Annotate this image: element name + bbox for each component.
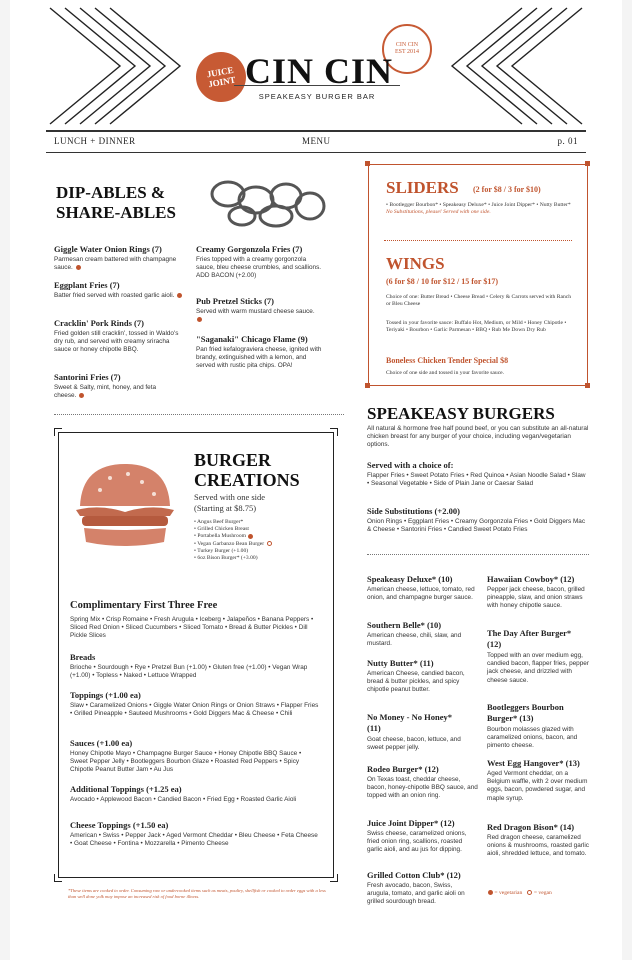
juice-joint-seal: JUICE JOINT bbox=[192, 48, 250, 106]
burger-name: Bootleggers Bourbon Burger* (13) bbox=[487, 702, 564, 723]
side-choice-desc: Flapper Fries • Sweet Potato Fries • Red Quinoa • Asian Noodle Salad • Slaw • Seasonal Vegetable • Side of Plain Jane or Caesar Salad bbox=[367, 472, 586, 488]
dip-item-name: "Saganaki" Chicago Flame (9) bbox=[196, 334, 308, 344]
tender-special-title: Boneless Chicken Tender Special $8 bbox=[386, 356, 509, 365]
burger-desc: Pepper jack cheese, bacon, grilled pineapple, slaw, and onion straws with honey chipotle sauce. bbox=[487, 586, 585, 610]
side-subs-title: Side Substitutions (+2.00) bbox=[367, 506, 460, 516]
vegetarian-icon bbox=[76, 265, 81, 270]
burger-desc: Fresh avocado, bacon, Swiss, arugula, tomato, and garlic aioli on grilled sourdough bread. bbox=[367, 882, 465, 906]
vegetarian-icon bbox=[79, 393, 84, 398]
vegetarian-icon bbox=[488, 890, 493, 895]
menubar bbox=[54, 136, 578, 148]
dip-item-name: Cracklin' Pork Rinds (7) bbox=[54, 318, 144, 328]
burger-name: Speakeasy Deluxe* (10) bbox=[367, 574, 453, 584]
burger-desc: American cheese, lettuce, tomato, red onion, and champagne burger sauce. bbox=[367, 586, 475, 602]
sliders-price: (2 for $8 / 3 for $10) bbox=[473, 185, 541, 194]
creations-section-desc: Honey Chipotle Mayo • Champagne Burger Sauce • Honey Chipotle BBQ Sauce • Sweet Pepper Jelly • Bootleggers Bourbon Glaze • Roasted Red Peppers • Spicy Chipotle Peanut Butter Jam • Au Jus bbox=[70, 750, 302, 774]
dip-title-line1: DIP-ABLES & bbox=[56, 183, 166, 202]
box-corner bbox=[365, 383, 370, 388]
creations-section-title: Additional Toppings (+1.25 ea) bbox=[70, 784, 182, 794]
burger-desc: Aged Vermont cheddar, on a Belgium waffle, with 2 over medium eggs, bacon, powdered sugar, and maple syrup. bbox=[487, 770, 588, 802]
menu-page bbox=[10, 0, 622, 960]
creations-section-desc: Slaw • Caramelized Onions • Giggle Water Onion Rings or Onion Straws • Flapper Fries • Grilled Pineapple • Sauteed Mushrooms • Gold Diggers Mac & Cheese • Chili bbox=[70, 702, 319, 718]
creations-section-desc: Brioche • Sourdough • Rye • Pretzel Bun (+1.00) • Gluten free (+1.00) • Vegan Wrap (+1.00) • Topless • Naked • Lettuce Wrapped bbox=[70, 664, 308, 680]
vegetarian-icon bbox=[248, 534, 253, 539]
box-divider bbox=[384, 240, 572, 241]
wings-price: (6 for $8 / 10 for $12 / 15 for $17) bbox=[386, 277, 498, 286]
creations-title-line2: CREATIONS bbox=[194, 470, 300, 490]
menubar-bottom-rule bbox=[46, 152, 586, 153]
dip-item-name: Pub Pretzel Sticks (7) bbox=[196, 296, 274, 306]
dip-item-desc: Sweet & Salty, mint, honey, and feta cheese. bbox=[54, 384, 157, 400]
burger-desc: On Texas toast, cheddar cheese, bacon, honey-chipotle BBQ sauce, and topped with an onion ring. bbox=[367, 776, 478, 800]
creations-section-desc: Spring Mix • Crisp Romaine • Fresh Arugula • Iceberg • Jalapeños • Banana Peppers • Sliced Red Onion • Sliced Cucumbers • Sliced Tomato • Bread & Butter Pickles • Dill Pickle Slices bbox=[70, 616, 314, 640]
wings-sauce-choice: Tossed in your favorite sauce: Buffalo Hot, Medium, or Mild • Honey Chipotle • Teriyaki • Bourbon • Garlic Parmesan • BBQ • Rub Me Down Dry Rub bbox=[386, 320, 567, 334]
vegan-icon bbox=[527, 890, 532, 895]
burger-name: The Day After Burger* (12) bbox=[487, 628, 572, 649]
creations-section-title: Toppings (+1.00 ea) bbox=[70, 690, 141, 700]
brand-tagline: SPEAKEASY BURGER BAR bbox=[258, 92, 376, 101]
burger-desc: Goat cheese, bacon, lettuce, and sweet pepper jelly. bbox=[367, 736, 461, 752]
dip-item-name: Eggplant Fries (7) bbox=[54, 280, 120, 290]
burger-desc: Swiss cheese, caramelized onions, fried onion ring, scallions, roasted garlic aioli, and au jus for dipping. bbox=[367, 830, 467, 854]
creations-start-price: (Starting at $8.75) bbox=[194, 503, 257, 513]
creations-section-title: Breads bbox=[70, 652, 96, 662]
brand-name: CIN CIN bbox=[244, 51, 393, 91]
box-corner bbox=[365, 161, 370, 166]
creations-section-title: Sauces (+1.00 ea) bbox=[70, 738, 133, 748]
burger-name: Southern Belle* (10) bbox=[367, 620, 442, 630]
sliders-title: SLIDERS bbox=[386, 178, 459, 197]
box-corner bbox=[585, 383, 590, 388]
creations-section-desc: American • Swiss • Pepper Jack • Aged Vermont Cheddar • Bleu Cheese • Feta Cheese • Goat Cheese • Fontina • Mozzarella • Pimento Cheese bbox=[70, 832, 318, 848]
menubar-left: LUNCH + DINNER bbox=[54, 136, 136, 146]
tender-special-desc: Choice of one side and tossed in your favorite sauce. bbox=[386, 370, 505, 376]
dip-item-desc: Fried golden still cracklin', tossed in Waldo's dry rub, and served with creamy sriracha sauce or honey chipotle BBQ. bbox=[54, 330, 179, 354]
creations-subtitle: Served with one side bbox=[194, 492, 266, 502]
section-divider bbox=[367, 554, 589, 555]
side-subs-desc: Onion Rings • Eggplant Fries • Creamy Gorgonzola Fries • Gold Diggers Mac & Cheese • Santorini Fries • Candied Sweet Potato Fries bbox=[367, 518, 586, 534]
dip-item-desc: Fries topped with a creamy gorgonzola sauce, bleu cheese crumbles, and scallions. ADD BACON (+2.00) bbox=[196, 256, 322, 280]
dip-item-name: Giggle Water Onion Rings (7) bbox=[54, 244, 162, 254]
section-divider bbox=[54, 414, 344, 415]
creations-protein-list: • Angus Beef Burger* • Grilled Chicken Breast • Portabella Mushroom • Vegan Garbanzo Bean Burger • Turkey Burger (+1.00) • 6oz Bison Burger* (+3.00) bbox=[194, 519, 324, 562]
box-corner bbox=[330, 428, 338, 436]
burger-illustration bbox=[70, 458, 180, 552]
speakeasy-intro: All natural & hormone free half pound beef, or you can substitute an all-natural chicken breast for any burger of your choice, including vegan/vegetarian options. bbox=[367, 425, 589, 449]
dip-item-desc: Batter fried served with roasted garlic aioli. bbox=[54, 292, 184, 300]
cin-cin-seal: CIN CIN EST 2014 bbox=[382, 24, 432, 74]
box-corner bbox=[54, 428, 62, 436]
side-choice-title: Served with a choice of: bbox=[367, 460, 454, 470]
creations-section-desc: Avocado • Applewood Bacon • Candied Bacon • Fried Egg • Roasted Garlic Aioli bbox=[70, 796, 297, 803]
menubar-top-rule bbox=[46, 130, 586, 132]
vegan-icon bbox=[267, 541, 272, 546]
dip-item-desc: Pan fried kefalograviera cheese, ignited with brandy, extinguished with a lemon, and served with rustic pita chips. OPA! bbox=[196, 346, 322, 370]
box-corner bbox=[54, 874, 62, 882]
burger-name: Red Dragon Bison* (14) bbox=[487, 822, 575, 832]
burger-desc: Red dragon cheese, caramelized onions & mushrooms, roasted garlic aioli, shredded lettuce, and tomato. bbox=[487, 834, 589, 858]
dip-title-line2: SHARE-ABLES bbox=[56, 203, 176, 222]
burger-name: Hawaiian Cowboy* (12) bbox=[487, 574, 575, 584]
dip-item-name: Creamy Gorgonzola Fries (7) bbox=[196, 244, 303, 254]
burger-name: Nutty Butter* (11) bbox=[367, 658, 434, 668]
wings-side-choice: Choice of one: Butter Bread • Cheese Bread • Celery & Carrots served with Ranch or Bleu Cheese bbox=[386, 294, 572, 308]
burger-name: Juice Joint Dipper* (12) bbox=[367, 818, 455, 828]
box-corner bbox=[330, 874, 338, 882]
dip-item-name: Santorini Fries (7) bbox=[54, 372, 121, 382]
creations-section-title: Complimentary First Three Free bbox=[70, 600, 218, 611]
speakeasy-title: SPEAKEASY BURGERS bbox=[367, 404, 555, 423]
dip-item-desc: Served with warm mustard cheese sauce. bbox=[196, 308, 316, 324]
vegetarian-icon bbox=[197, 317, 202, 322]
brand-underline bbox=[234, 85, 400, 86]
diet-legend: = vegetarian = vegan bbox=[487, 890, 597, 897]
sliders-desc: • Bootlegger Bourbon* • Speakeasy Deluxe* • Juice Joint Dipper* • Nutty Butter* No Substitutions, please! Served with one side. bbox=[386, 202, 571, 216]
creations-title-line1: BURGER bbox=[194, 450, 272, 470]
creations-section-title: Cheese Toppings (+1.50 ea) bbox=[70, 820, 169, 830]
burger-name: West Egg Hangover* (13) bbox=[487, 758, 580, 768]
wings-title: WINGS bbox=[386, 254, 445, 273]
burger-name: Grilled Cotton Club* (12) bbox=[367, 870, 461, 880]
vegetarian-icon bbox=[177, 293, 182, 298]
dip-item-desc: Parmesan cream battered with champagne sauce. bbox=[54, 256, 177, 272]
menubar-right: p. 01 bbox=[557, 136, 578, 146]
burger-name: Rodeo Burger* (12) bbox=[367, 764, 439, 774]
burger-name: No Money - No Honey* (11) bbox=[367, 712, 452, 733]
menubar-center: MENU bbox=[302, 136, 331, 146]
onion-rings-illustration bbox=[206, 176, 330, 230]
box-corner bbox=[585, 161, 590, 166]
burger-desc: Topped with an over medium egg, candied bacon, flapper fries, pepper jack cheese, and drizzled with cheese sauce. bbox=[487, 652, 589, 684]
raw-food-disclaimer: *These items are cooked to order. Consuming raw or undercooked items such as meats, poultry, shellfish or cooked to order eggs with a less than well done yolk may impose an increased risk of food borne illness. bbox=[68, 888, 326, 899]
burger-desc: American Cheese, candied bacon, bread & butter pickles, and spicy chipotle peanut butter. bbox=[367, 670, 465, 694]
burger-desc: Bourbon molasses glazed with caramelized onions, bacon, and pimento cheese. bbox=[487, 726, 578, 750]
burger-desc: American cheese, chili, slaw, and mustard. bbox=[367, 632, 462, 648]
